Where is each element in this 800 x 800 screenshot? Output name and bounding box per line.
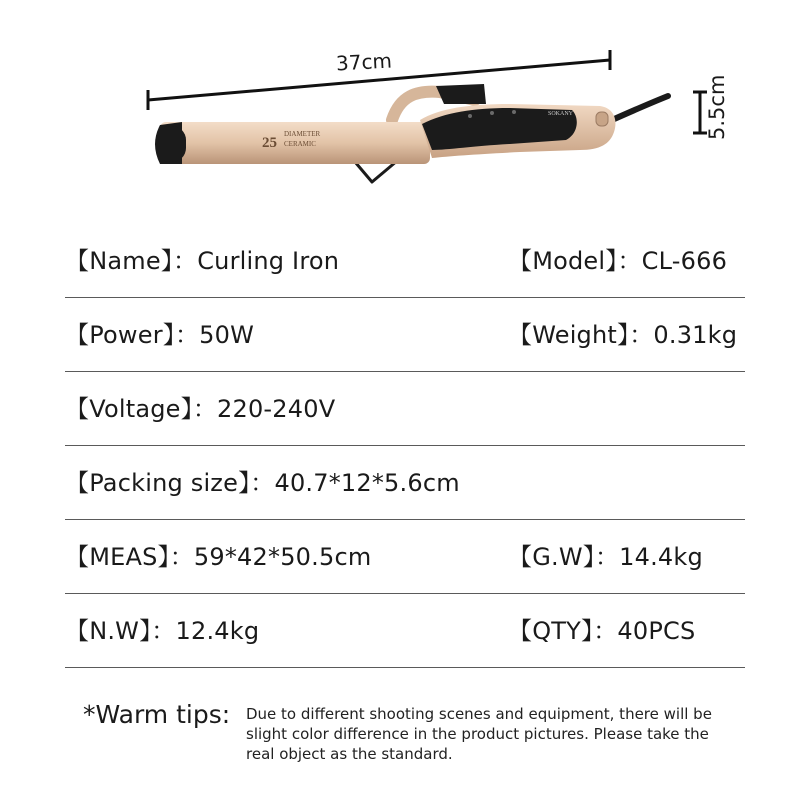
barrel-line1-text: DIAMETER — [284, 130, 321, 138]
spec-row — [65, 223, 745, 298]
spec-power: 【Power】：50W — [65, 321, 255, 349]
spec-meas: 【MEAS】：59*42*50.5cm — [65, 543, 372, 571]
barrel-line2-text: CERAMIC — [284, 140, 316, 148]
spec-weight: 【Weight】：0.31kg — [508, 321, 738, 349]
barrel — [155, 122, 430, 164]
barrel-size-text: 25 — [262, 135, 277, 151]
spec-voltage: 【Voltage】：220-240V — [65, 395, 336, 423]
spec-model: 【Model】：CL-666 — [508, 247, 728, 275]
handle — [420, 104, 615, 158]
length-label: 37cm — [335, 48, 393, 76]
diameter-label: 5.5cm — [705, 74, 729, 140]
spec-row — [65, 371, 745, 446]
spec-row — [65, 297, 745, 372]
spec-net-weight: 【N.W】：12.4kg — [65, 617, 260, 645]
spec-row — [65, 519, 745, 594]
spec-packing-size: 【Packing size】：40.7*12*5.6cm — [65, 469, 460, 497]
warm-tips-title: *Warm tips: — [83, 700, 231, 729]
warm-tips-text: Due to different shooting scenes and equipment, there will be slight color difference in the product pictures. Please take the real object as the standard. — [246, 705, 712, 763]
spec-name: 【Name】：Curling Iron — [65, 247, 340, 275]
curling-iron-illustration — [0, 0, 800, 220]
spec-quantity: 【QTY】：40PCS — [508, 617, 696, 645]
power-cord — [612, 96, 668, 120]
spec-gross-weight: 【G.W】：14.4kg — [508, 543, 703, 571]
brand-text: SOKANY — [548, 111, 574, 117]
spec-row — [65, 593, 745, 668]
spec-row — [65, 445, 745, 520]
